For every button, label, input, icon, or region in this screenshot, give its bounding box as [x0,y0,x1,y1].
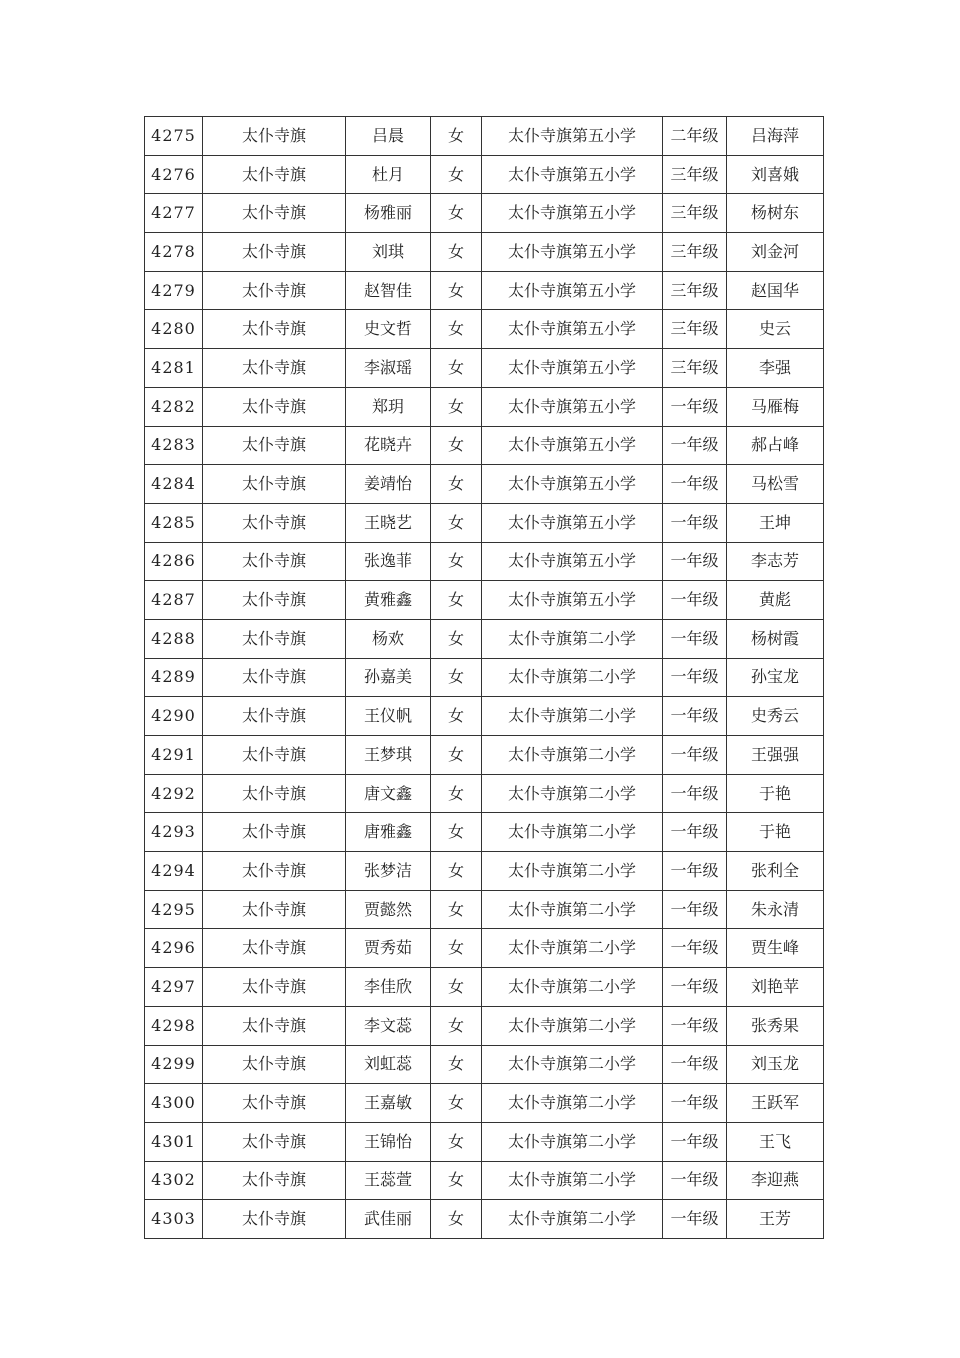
table-row [145,852,824,891]
school-cell: 太仆寺旗第二小学 [482,1006,663,1045]
guardian-name-cell: 史云 [727,310,824,349]
guardian-name-cell: 刘喜娥 [727,155,824,194]
table-row [145,310,824,349]
guardian-name-cell: 黄彪 [727,581,824,620]
district-cell: 太仆寺旗 [203,968,346,1007]
school-cell: 太仆寺旗第五小学 [482,426,663,465]
district-cell: 太仆寺旗 [203,813,346,852]
district-cell: 太仆寺旗 [203,697,346,736]
gender-cell: 女 [431,194,482,233]
number-cell: 4285 [145,503,203,542]
student-name-cell: 刘虹蕊 [346,1045,431,1084]
gender-cell: 女 [431,658,482,697]
student-name-cell: 李文蕊 [346,1006,431,1045]
school-cell: 太仆寺旗第二小学 [482,619,663,658]
grade-cell: 三年级 [663,155,727,194]
table-row [145,890,824,929]
gender-cell: 女 [431,1122,482,1161]
student-name-cell: 唐雅鑫 [346,813,431,852]
student-name-cell: 郑玥 [346,387,431,426]
guardian-name-cell: 马松雪 [727,465,824,504]
grade-cell: 一年级 [663,1006,727,1045]
table-row [145,155,824,194]
grade-cell: 一年级 [663,465,727,504]
table-row [145,426,824,465]
gender-cell: 女 [431,929,482,968]
number-cell: 4278 [145,233,203,272]
table-row [145,619,824,658]
grade-cell: 三年级 [663,310,727,349]
school-cell: 太仆寺旗第二小学 [482,1122,663,1161]
district-cell: 太仆寺旗 [203,233,346,272]
gender-cell: 女 [431,465,482,504]
grade-cell: 一年级 [663,1161,727,1200]
student-name-cell: 史文哲 [346,310,431,349]
school-cell: 太仆寺旗第五小学 [482,310,663,349]
gender-cell: 女 [431,1045,482,1084]
table-row [145,736,824,775]
district-cell: 太仆寺旗 [203,929,346,968]
student-name-cell: 武佳丽 [346,1200,431,1239]
number-cell: 4290 [145,697,203,736]
district-cell: 太仆寺旗 [203,736,346,775]
roster-body [145,117,824,1239]
district-cell: 太仆寺旗 [203,387,346,426]
guardian-name-cell: 刘金河 [727,233,824,272]
grade-cell: 一年级 [663,813,727,852]
number-cell: 4297 [145,968,203,1007]
table-row [145,929,824,968]
school-cell: 太仆寺旗第五小学 [482,271,663,310]
number-cell: 4295 [145,890,203,929]
gender-cell: 女 [431,1084,482,1123]
number-cell: 4299 [145,1045,203,1084]
number-cell: 4284 [145,465,203,504]
student-name-cell: 唐文鑫 [346,774,431,813]
guardian-name-cell: 张利全 [727,852,824,891]
number-cell: 4283 [145,426,203,465]
guardian-name-cell: 贾生峰 [727,929,824,968]
table-row [145,117,824,156]
gender-cell: 女 [431,1006,482,1045]
grade-cell: 一年级 [663,1122,727,1161]
school-cell: 太仆寺旗第二小学 [482,697,663,736]
number-cell: 4286 [145,542,203,581]
school-cell: 太仆寺旗第五小学 [482,233,663,272]
guardian-name-cell: 郝占峰 [727,426,824,465]
student-name-cell: 张逸菲 [346,542,431,581]
district-cell: 太仆寺旗 [203,1161,346,1200]
gender-cell: 女 [431,542,482,581]
student-name-cell: 赵智佳 [346,271,431,310]
table-row [145,1161,824,1200]
table-row [145,968,824,1007]
number-cell: 4275 [145,117,203,156]
grade-cell: 一年级 [663,1045,727,1084]
gender-cell: 女 [431,503,482,542]
student-name-cell: 贾秀茹 [346,929,431,968]
number-cell: 4296 [145,929,203,968]
grade-cell: 一年级 [663,619,727,658]
gender-cell: 女 [431,697,482,736]
guardian-name-cell: 朱永清 [727,890,824,929]
grade-cell: 一年级 [663,503,727,542]
guardian-name-cell: 孙宝龙 [727,658,824,697]
district-cell: 太仆寺旗 [203,155,346,194]
grade-cell: 一年级 [663,852,727,891]
district-cell: 太仆寺旗 [203,271,346,310]
table-row [145,774,824,813]
guardian-name-cell: 杨树霞 [727,619,824,658]
school-cell: 太仆寺旗第五小学 [482,117,663,156]
district-cell: 太仆寺旗 [203,658,346,697]
gender-cell: 女 [431,117,482,156]
table-row [145,465,824,504]
district-cell: 太仆寺旗 [203,194,346,233]
student-name-cell: 孙嘉美 [346,658,431,697]
grade-cell: 三年级 [663,233,727,272]
school-cell: 太仆寺旗第二小学 [482,1200,663,1239]
table-row [145,658,824,697]
student-name-cell: 张梦洁 [346,852,431,891]
school-cell: 太仆寺旗第二小学 [482,1084,663,1123]
grade-cell: 一年级 [663,542,727,581]
number-cell: 4289 [145,658,203,697]
gender-cell: 女 [431,813,482,852]
gender-cell: 女 [431,968,482,1007]
student-name-cell: 李佳欣 [346,968,431,1007]
student-name-cell: 吕晨 [346,117,431,156]
district-cell: 太仆寺旗 [203,1045,346,1084]
table-row [145,697,824,736]
student-name-cell: 杜月 [346,155,431,194]
student-name-cell: 王嘉敏 [346,1084,431,1123]
student-name-cell: 姜靖怡 [346,465,431,504]
roster-table [144,116,824,1239]
grade-cell: 一年级 [663,968,727,1007]
student-name-cell: 李淑瑶 [346,349,431,388]
guardian-name-cell: 李迎燕 [727,1161,824,1200]
number-cell: 4300 [145,1084,203,1123]
district-cell: 太仆寺旗 [203,774,346,813]
gender-cell: 女 [431,890,482,929]
district-cell: 太仆寺旗 [203,1006,346,1045]
number-cell: 4292 [145,774,203,813]
gender-cell: 女 [431,233,482,272]
guardian-name-cell: 马雁梅 [727,387,824,426]
guardian-name-cell: 吕海萍 [727,117,824,156]
school-cell: 太仆寺旗第五小学 [482,581,663,620]
number-cell: 4282 [145,387,203,426]
table-row [145,503,824,542]
number-cell: 4280 [145,310,203,349]
table-row [145,1122,824,1161]
guardian-name-cell: 刘玉龙 [727,1045,824,1084]
number-cell: 4279 [145,271,203,310]
grade-cell: 一年级 [663,736,727,775]
guardian-name-cell: 李志芳 [727,542,824,581]
district-cell: 太仆寺旗 [203,890,346,929]
number-cell: 4294 [145,852,203,891]
district-cell: 太仆寺旗 [203,503,346,542]
table-row [145,1006,824,1045]
guardian-name-cell: 李强 [727,349,824,388]
student-name-cell: 杨欢 [346,619,431,658]
gender-cell: 女 [431,1161,482,1200]
school-cell: 太仆寺旗第五小学 [482,194,663,233]
gender-cell: 女 [431,619,482,658]
student-name-cell: 王仪帆 [346,697,431,736]
gender-cell: 女 [431,387,482,426]
guardian-name-cell: 王芳 [727,1200,824,1239]
table-row [145,542,824,581]
student-name-cell: 王锦怡 [346,1122,431,1161]
student-name-cell: 黄雅鑫 [346,581,431,620]
table-row [145,1200,824,1239]
number-cell: 4288 [145,619,203,658]
guardian-name-cell: 于艳 [727,813,824,852]
district-cell: 太仆寺旗 [203,852,346,891]
district-cell: 太仆寺旗 [203,310,346,349]
grade-cell: 一年级 [663,581,727,620]
district-cell: 太仆寺旗 [203,426,346,465]
school-cell: 太仆寺旗第五小学 [482,387,663,426]
guardian-name-cell: 王强强 [727,736,824,775]
grade-cell: 二年级 [663,117,727,156]
student-name-cell: 花晓卉 [346,426,431,465]
gender-cell: 女 [431,581,482,620]
district-cell: 太仆寺旗 [203,1084,346,1123]
school-cell: 太仆寺旗第二小学 [482,658,663,697]
district-cell: 太仆寺旗 [203,619,346,658]
number-cell: 4303 [145,1200,203,1239]
grade-cell: 一年级 [663,890,727,929]
school-cell: 太仆寺旗第二小学 [482,929,663,968]
table-row [145,349,824,388]
guardian-name-cell: 王坤 [727,503,824,542]
student-name-cell: 王蕊萱 [346,1161,431,1200]
school-cell: 太仆寺旗第二小学 [482,968,663,1007]
table-row [145,194,824,233]
student-name-cell: 贾懿然 [346,890,431,929]
number-cell: 4287 [145,581,203,620]
number-cell: 4302 [145,1161,203,1200]
table-row [145,1084,824,1123]
grade-cell: 一年级 [663,697,727,736]
school-cell: 太仆寺旗第二小学 [482,1161,663,1200]
grade-cell: 三年级 [663,271,727,310]
guardian-name-cell: 张秀果 [727,1006,824,1045]
table-row [145,387,824,426]
table-row [145,271,824,310]
number-cell: 4293 [145,813,203,852]
school-cell: 太仆寺旗第五小学 [482,349,663,388]
district-cell: 太仆寺旗 [203,1200,346,1239]
table-row [145,1045,824,1084]
grade-cell: 三年级 [663,349,727,388]
district-cell: 太仆寺旗 [203,117,346,156]
table-row [145,581,824,620]
school-cell: 太仆寺旗第二小学 [482,736,663,775]
district-cell: 太仆寺旗 [203,581,346,620]
school-cell: 太仆寺旗第二小学 [482,774,663,813]
grade-cell: 一年级 [663,1200,727,1239]
student-name-cell: 王梦琪 [346,736,431,775]
gender-cell: 女 [431,774,482,813]
table-row [145,813,824,852]
grade-cell: 一年级 [663,387,727,426]
grade-cell: 一年级 [663,774,727,813]
number-cell: 4281 [145,349,203,388]
student-name-cell: 王晓艺 [346,503,431,542]
school-cell: 太仆寺旗第五小学 [482,542,663,581]
gender-cell: 女 [431,1200,482,1239]
school-cell: 太仆寺旗第五小学 [482,465,663,504]
gender-cell: 女 [431,349,482,388]
number-cell: 4298 [145,1006,203,1045]
gender-cell: 女 [431,852,482,891]
guardian-name-cell: 王飞 [727,1122,824,1161]
number-cell: 4277 [145,194,203,233]
grade-cell: 一年级 [663,929,727,968]
guardian-name-cell: 刘艳苹 [727,968,824,1007]
gender-cell: 女 [431,310,482,349]
guardian-name-cell: 赵国华 [727,271,824,310]
school-cell: 太仆寺旗第二小学 [482,852,663,891]
school-cell: 太仆寺旗第五小学 [482,155,663,194]
grade-cell: 一年级 [663,658,727,697]
gender-cell: 女 [431,155,482,194]
table-row [145,233,824,272]
gender-cell: 女 [431,426,482,465]
grade-cell: 一年级 [663,426,727,465]
grade-cell: 三年级 [663,194,727,233]
guardian-name-cell: 杨树东 [727,194,824,233]
gender-cell: 女 [431,271,482,310]
student-name-cell: 刘琪 [346,233,431,272]
school-cell: 太仆寺旗第二小学 [482,1045,663,1084]
district-cell: 太仆寺旗 [203,465,346,504]
school-cell: 太仆寺旗第五小学 [482,503,663,542]
school-cell: 太仆寺旗第二小学 [482,813,663,852]
number-cell: 4301 [145,1122,203,1161]
number-cell: 4276 [145,155,203,194]
guardian-name-cell: 王跃军 [727,1084,824,1123]
number-cell: 4291 [145,736,203,775]
gender-cell: 女 [431,736,482,775]
student-name-cell: 杨雅丽 [346,194,431,233]
school-cell: 太仆寺旗第二小学 [482,890,663,929]
grade-cell: 一年级 [663,1084,727,1123]
district-cell: 太仆寺旗 [203,349,346,388]
guardian-name-cell: 于艳 [727,774,824,813]
guardian-name-cell: 史秀云 [727,697,824,736]
district-cell: 太仆寺旗 [203,1122,346,1161]
district-cell: 太仆寺旗 [203,542,346,581]
